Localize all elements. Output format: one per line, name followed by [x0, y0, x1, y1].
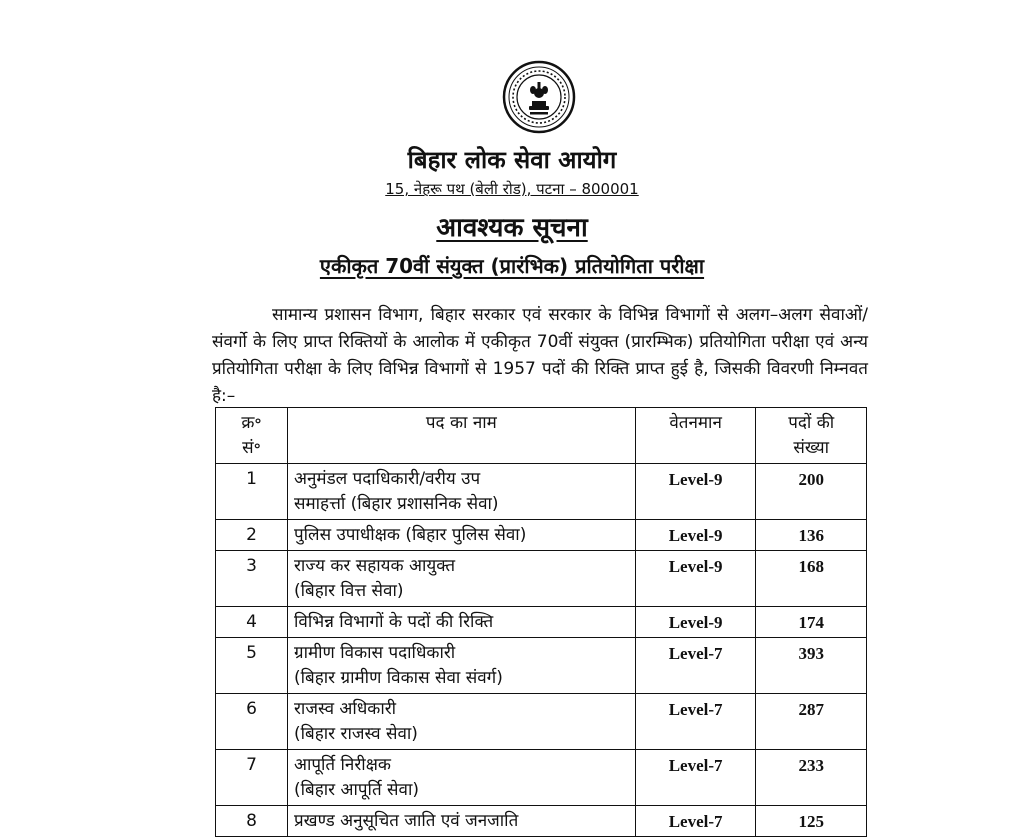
row-post-name-line1: पुलिस उपाधीक्षक (बिहार पुलिस सेवा): [293, 525, 527, 545]
row-post-name-line1: प्रखण्ड अनुसूचित जाति एवं जनजाति: [293, 811, 519, 831]
row-post-count: 233: [756, 750, 867, 806]
row-serial: 4: [216, 607, 288, 638]
row-pay-scale: Level-7: [635, 806, 756, 837]
row-serial: 2: [216, 520, 288, 551]
exam-title-text: एकीकृत 70वीं संयुक्त (प्रारंभिक) प्रतियोगिता परीक्षा: [319, 254, 705, 278]
row-pay-scale: Level-7: [635, 750, 756, 806]
header-pay-scale: वेतनमान: [635, 408, 756, 464]
row-post-name-line1: आपूर्ति निरीक्षक: [293, 755, 391, 775]
header-count-line1: पदों की: [788, 413, 835, 433]
row-post-name-line1: अनुमंडल पदाधिकारी/वरीय उप: [293, 469, 481, 489]
row-pay-scale: Level-9: [635, 551, 756, 607]
table-row: [216, 520, 867, 551]
row-post-count: 136: [756, 520, 867, 551]
notice-title-text: आवश्यक सूचना: [436, 213, 588, 243]
vacancy-table: [215, 407, 867, 837]
row-pay-scale: Level-9: [635, 464, 756, 520]
row-post-name: [287, 551, 635, 607]
row-post-name-line1: विभिन्न विभागों के पदों की रिक्ति: [293, 612, 494, 632]
row-post-name-line2: समाहर्त्ता (बिहार प्रशासनिक सेवा): [293, 494, 499, 514]
table-header-row: [216, 408, 867, 464]
org-name: बिहार लोक सेवा आयोग: [407, 146, 617, 174]
row-pay-scale: Level-7: [635, 694, 756, 750]
row-pay-scale: Level-9: [635, 520, 756, 551]
header-count-line2: संख्या: [793, 438, 830, 458]
table-row: [216, 607, 867, 638]
row-post-name: [287, 520, 635, 551]
table-row: [216, 750, 867, 806]
row-post-name: [287, 750, 635, 806]
header-serial: [216, 408, 288, 464]
commission-seal: [502, 60, 576, 134]
table-row: [216, 694, 867, 750]
table-row: [216, 806, 867, 837]
row-serial: 8: [216, 806, 288, 837]
row-post-count: 125: [756, 806, 867, 837]
row-serial: 5: [216, 638, 288, 694]
header-post-count: [756, 408, 867, 464]
row-post-name-line2: (बिहार ग्रामीण विकास सेवा संवर्ग): [293, 668, 503, 688]
row-post-name: [287, 638, 635, 694]
header-post-name: पद का नाम: [287, 408, 635, 464]
org-address: [0, 179, 1024, 199]
table-row: [216, 551, 867, 607]
row-post-count: 393: [756, 638, 867, 694]
row-pay-scale: Level-7: [635, 638, 756, 694]
row-post-name-line1: राजस्व अधिकारी: [293, 699, 397, 719]
row-serial: 3: [216, 551, 288, 607]
table-row: [216, 464, 867, 520]
row-serial: 1: [216, 464, 288, 520]
row-post-name: [287, 464, 635, 520]
header-serial-line1: क्र॰: [241, 413, 262, 433]
exam-title: [0, 252, 1024, 279]
row-post-name-line2: (बिहार राजस्व सेवा): [293, 724, 418, 744]
row-serial: 6: [216, 694, 288, 750]
row-serial: 7: [216, 750, 288, 806]
row-pay-scale: Level-9: [635, 607, 756, 638]
row-post-name: [287, 806, 635, 837]
row-post-name-line2: (बिहार आपूर्ति सेवा): [293, 780, 420, 800]
row-post-name: [287, 607, 635, 638]
row-post-count: 168: [756, 551, 867, 607]
row-post-name-line1: ग्रामीण विकास पदाधिकारी: [293, 643, 456, 663]
org-address-text: 15, नेहरू पथ (बेली रोड), पटना – 800001: [385, 180, 639, 198]
notice-title: [0, 208, 1024, 244]
row-post-name: [287, 694, 635, 750]
header-serial-line2: सं॰: [242, 438, 261, 458]
row-post-name-line1: राज्य कर सहायक आयुक्त: [293, 556, 456, 576]
row-post-count: 287: [756, 694, 867, 750]
row-post-count: 200: [756, 464, 867, 520]
row-post-name-line2: (बिहार वित्त सेवा): [293, 581, 404, 601]
row-post-count: 174: [756, 607, 867, 638]
table-row: [216, 638, 867, 694]
intro-paragraph: सामान्य प्रशासन विभाग, बिहार सरकार एवं सरकार के विभिन्न विभागों से अलग–अलग सेवाओं/संवर्गो के लिए प्राप्त रिक्तियों के आलोक में एकीकृत 70वीं संयुक्त (प्रारम्भिक) प्रतियोगिता परीक्षा एवं अन्य प्रतियोगिता परीक्षा के लिए विभिन्न विभागों से 1957 पदों की रिक्ति प्राप्त हुई है, जिसकी विवरणी निम्नवत है:–: [212, 305, 868, 406]
